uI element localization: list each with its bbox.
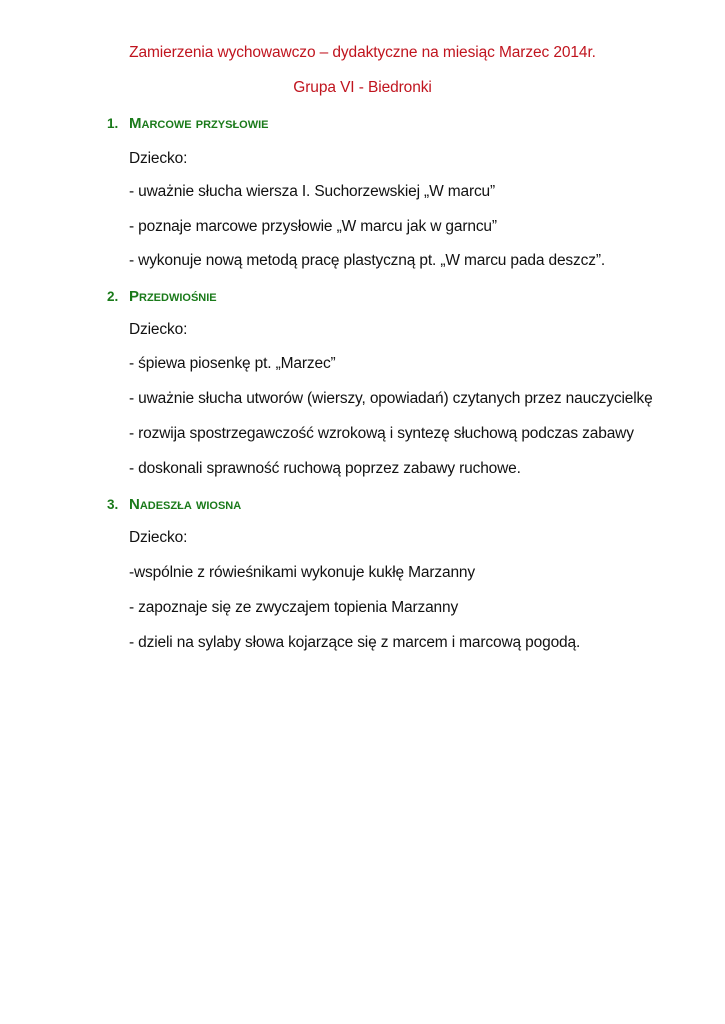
section-title: Przedwiośnie <box>129 288 217 305</box>
document-title: Zamierzenia wychowawczo – dydaktyczne na miesiąc Marzec 2014r. <box>129 44 596 61</box>
section-heading-2 <box>107 288 217 305</box>
list-item: - zapoznaje się ze zwyczajem topienia Marzanny <box>129 599 459 616</box>
list-item: - dzieli na sylaby słowa kojarzące się z marcem i marcową pogodą. <box>129 634 581 651</box>
section-intro: Dziecko: <box>129 529 188 546</box>
list-item: - uważnie słucha wiersza I. Suchorzewskiej „W marcu” <box>129 183 496 200</box>
list-item: - wykonuje nową metodą pracę plastyczną pt. „W marcu pada deszcz”. <box>129 252 605 269</box>
section-intro: Dziecko: <box>129 150 188 167</box>
section-number: 1. <box>107 116 119 131</box>
section-intro: Dziecko: <box>129 321 188 338</box>
list-item: -wspólnie z rówieśnikami wykonuje kukłę Marzanny <box>129 564 475 581</box>
section-heading-3 <box>107 496 241 513</box>
section-title: Nadeszła wiosna <box>129 496 242 513</box>
section-title: Marcowe przysłowie <box>129 115 269 132</box>
list-item: - doskonali sprawność ruchową poprzez zabawy ruchowe. <box>129 460 521 477</box>
section-number: 3. <box>107 497 119 512</box>
list-item: - uważnie słucha utworów (wierszy, opowiadań) czytanych przez nauczycielkę <box>129 390 653 407</box>
list-item: - poznaje marcowe przysłowie „W marcu jak w garncu” <box>129 218 497 235</box>
section-number: 2. <box>107 289 119 304</box>
list-item: - rozwija spostrzegawczość wzrokową i syntezę słuchową podczas zabawy <box>129 425 634 442</box>
list-item: - śpiewa piosenkę pt. „Marzec” <box>129 355 336 372</box>
group-name: Grupa VI - Biedronki <box>293 79 432 96</box>
section-heading-1 <box>107 115 269 132</box>
